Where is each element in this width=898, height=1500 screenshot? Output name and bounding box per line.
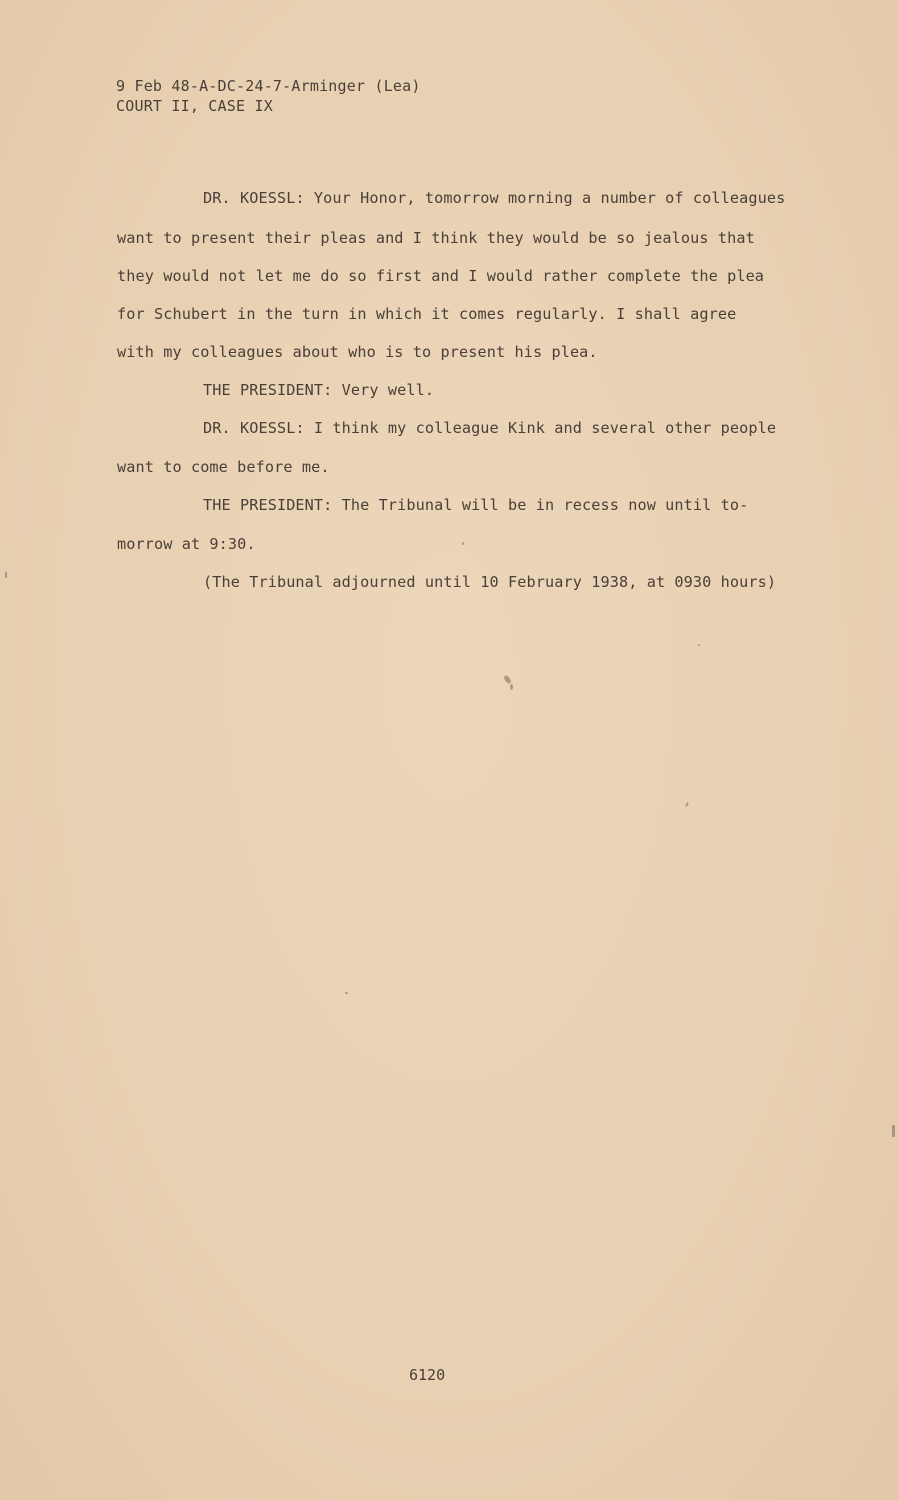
- transcript-line: morrow at 9:30.: [117, 535, 256, 553]
- transcript-line: DR. KOESSL: Your Honor, tomorrow morning a number of colleagues: [203, 189, 786, 207]
- paper-speck: [892, 1125, 895, 1137]
- transcript-line: they would not let me do so first and I would rather complete the plea: [117, 267, 765, 285]
- paper-speck: [5, 572, 7, 578]
- transcript-line: want to present their pleas and I think they would be so jealous that: [117, 229, 755, 247]
- transcript-line: THE PRESIDENT: The Tribunal will be in recess now until to-: [203, 496, 749, 514]
- transcript-line: want to come before me.: [117, 458, 330, 476]
- paper-speck: [685, 802, 689, 807]
- header-reference-line: 9 Feb 48-A-DC-24-7-Arminger (Lea): [116, 77, 421, 95]
- document-header: [116, 76, 421, 116]
- transcript-line: DR. KOESSL: I think my colleague Kink and several other people: [203, 419, 777, 437]
- paper-speck: [345, 992, 348, 994]
- page-number: 6120: [409, 1366, 446, 1384]
- header-court-line: COURT II, CASE IX: [116, 97, 273, 115]
- transcript-line: with my colleagues about who is to present his plea.: [117, 343, 598, 361]
- paper-speck: [698, 644, 700, 646]
- transcript-line: for Schubert in the turn in which it comes regularly. I shall agree: [117, 305, 737, 323]
- paper-speck: [510, 684, 513, 690]
- transcript-line: THE PRESIDENT: Very well.: [203, 381, 435, 399]
- transcript-line: (The Tribunal adjourned until 10 February 1938, at 0930 hours): [203, 573, 777, 591]
- paper-speck: [462, 542, 464, 545]
